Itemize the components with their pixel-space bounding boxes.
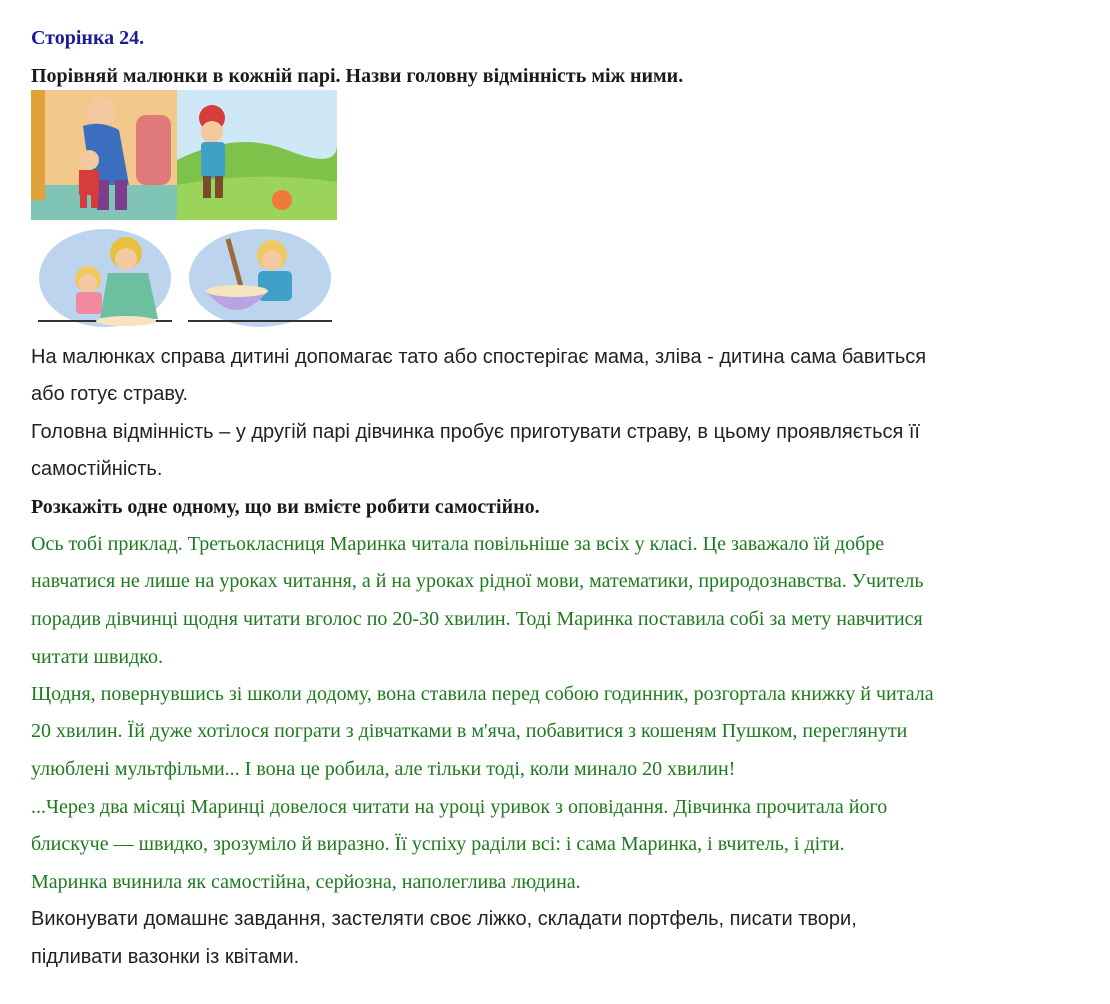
page-number: Сторінка 24.: [31, 27, 145, 49]
story-line: Ось тобі приклад. Третьокласниця Маринка читала повільніше за всіх у класі. Це заважало їй добре: [31, 533, 885, 555]
story-line: 20 хвилин. Їй дуже хотілося пограти з дівчатками в м'яча, побавитися з кошеням Пушком, переглянути: [31, 720, 908, 742]
answer-line: Головна відмінність – у другій парі дівчинка пробує приготувати страву, в цьому проявляється її: [31, 421, 920, 443]
task-heading: Порівняй малюнки в кожній парі. Назви головну відмінність між ними.: [31, 65, 684, 87]
illustration-child-walks-alone: [177, 90, 337, 220]
story-line: Щодня, повернувшись зі школи додому, вона ставила перед собою годинник, розгортала книжку й читала: [31, 683, 934, 705]
story-line: блискуче — швидко, зрозуміло й виразно. Її успіху раділи всі: і сама Маринка, і вчитель, і діти.: [31, 833, 845, 855]
story-line: улюблені мультфільми... І вона це робила, але тільки тоді, коли минало 20 хвилин!: [31, 758, 736, 780]
story-line: читати швидко.: [31, 646, 163, 668]
final-answer-line: Виконувати домашнє завдання, застеляти своє ліжко, складати портфель, писати твори,: [31, 908, 857, 930]
answer-line: На малюнках справа дитині допомагає тато або спостерігає мама, зліва - дитина сама бавиться: [31, 346, 927, 368]
illustration-girl-cooks-alone: [188, 229, 332, 327]
final-answer-line: підливати вазонки із квітами.: [31, 946, 300, 968]
task2-heading: Розкажіть одне одному, що ви вмієте робити самостійно.: [31, 496, 540, 518]
answer-line: самостійність.: [31, 458, 163, 480]
answer-line: або готує страву.: [31, 383, 189, 405]
story-line: навчатися не лише на уроках читання, а й на уроках рідної мови, математики, природознавства. Учитель: [31, 570, 924, 592]
story-line: ...Через два місяці Маринці довелося читати на уроці уривок з оповідання. Дівчинка прочитала його: [31, 796, 888, 818]
illustration-mother-helps-cook: [38, 229, 172, 327]
story-line: порадив дівчинці щодня читати вголос по 20-30 хвилин. Тоді Маринка поставила собі за мету навчитися: [31, 608, 923, 630]
story-line: Маринка вчинила як самостійна, серйозна, наполеглива людина.: [31, 871, 581, 893]
illustration-father-helps-child-walk: [31, 90, 177, 220]
